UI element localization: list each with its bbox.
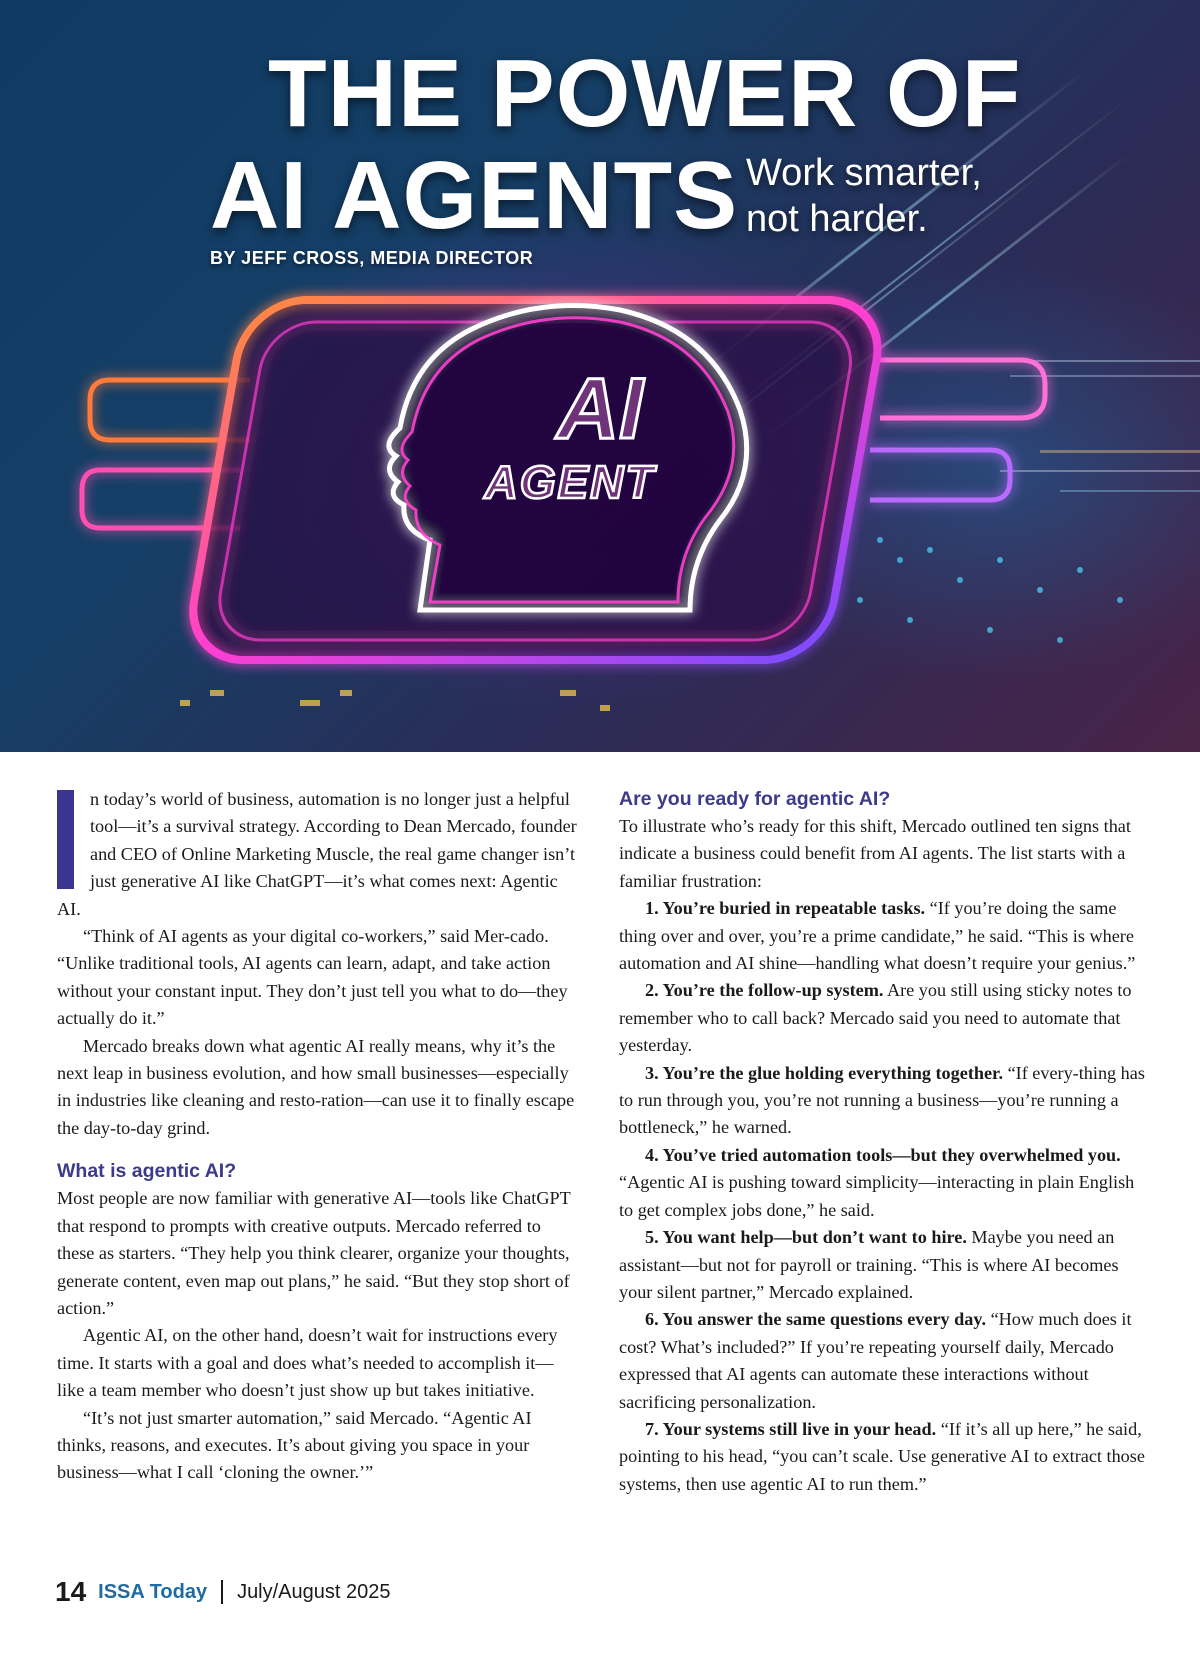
hero-title-line-2: AI AGENTS	[210, 142, 739, 249]
list-item	[619, 1306, 1149, 1416]
list-item-text: “If it’s all up here,” he said, pointing to his head, “you can’t scale. Use generative AI to extract those systems, then use agentic AI to run them.”	[619, 1418, 1145, 1494]
list-item-lead: 4. You’ve tried automation tools—but they overwhelmed you.	[645, 1144, 1121, 1165]
list-item	[619, 1060, 1149, 1142]
list-item-lead: 2. You’re the follow-up system.	[645, 980, 884, 1001]
list-item-text: Are you still using sticky notes to remember who to call back? Mercado said you need to automate that yesterday.	[619, 980, 1132, 1056]
page-footer	[55, 1572, 391, 1612]
list-item	[619, 1224, 1149, 1306]
paragraph: “It’s not just smarter automation,” said Mercado. “Agentic AI thinks, reasons, and executes. It’s about giving you space in your business—what I call ‘cloning the owner.’”	[57, 1407, 532, 1483]
intro-block	[57, 786, 579, 923]
footer-divider	[221, 1580, 223, 1604]
list-item-lead: 3. You’re the glue holding everything together.	[645, 1062, 1004, 1083]
drop-cap-bar	[57, 790, 74, 889]
intro-paragraph: n today’s world of business, automation is no longer just a helpful tool—it’s a survival strategy. According to Dean Mercado, founder and CEO of Online Marketing Muscle, the real game changer isn’t just generative AI like ChatGPT—it’s what comes next: Agentic AI.	[57, 789, 577, 919]
hero-subtitle	[746, 150, 982, 242]
list-item-text: Maybe you need an assistant—but not for payroll or training. “This is where AI becomes your silent partner,” Mercado explained.	[619, 1227, 1119, 1302]
list-item-text: “Agentic AI is pushing toward simplicity—interacting in plain English to get complex jobs done,” he said.	[619, 1172, 1135, 1220]
section-heading-what-is-agentic-ai: What is agentic AI?	[57, 1160, 237, 1183]
list-item-text: “How much does it cost? What’s included?” If you’re repeating yourself daily, Mercado expressed that AI agents can automate these interactions without sacrificing personalization.	[619, 1309, 1132, 1412]
art-text-ai: AI	[557, 361, 643, 457]
section-heading-are-you-ready: Are you ready for agentic AI?	[619, 788, 891, 810]
list-item	[619, 977, 1149, 1059]
list-item-lead: 1. You’re buried in repeatable tasks.	[645, 898, 926, 919]
hero-subtitle-line-1: Work smarter,	[746, 152, 982, 194]
circuit-dots	[857, 537, 1123, 643]
hero-subtitle-line-2: not harder.	[746, 198, 928, 240]
list-item	[619, 1142, 1149, 1224]
right-column	[619, 786, 1149, 1498]
list-item-lead: 6. You answer the same questions every day.	[645, 1309, 987, 1330]
paragraph: “Think of AI agents as your digital co-workers,” said Mer-cado. “Unlike traditional tools, AI agents can learn, adapt, and take action without your constant input. They don’t just tell you what to do—they actually do it.”	[57, 926, 568, 1029]
paragraph: Mercado breaks down what agentic AI really means, why it’s the next leap in business evolution, and how small businesses—especially in industries like cleaning and resto-ration—can use it to finally escape the day-to-day grind.	[57, 1035, 575, 1138]
byline: BY JEFF CROSS, MEDIA DIRECTOR	[210, 248, 534, 268]
hero-banner	[0, 0, 1200, 752]
issue-date: July/August 2025	[237, 1580, 391, 1603]
left-column	[57, 786, 579, 1487]
list-item	[619, 895, 1149, 977]
paragraph: Agentic AI, on the other hand, doesn’t wait for instructions every time. It starts with a goal and does what’s needed to accomplish it—like a team member who doesn’t just show up but takes initiative.	[57, 1325, 558, 1401]
art-text-agent: AGENT	[484, 456, 656, 508]
list-item-text: “If every-thing has to run through you, you’re not running a business—you’re running a bottleneck,” he warned.	[619, 1062, 1145, 1138]
list-item	[619, 1416, 1149, 1498]
hero-title-line-1: THE POWER OF	[268, 40, 1022, 147]
paragraph: To illustrate who’s ready for this shift, Mercado outlined ten signs that indicate a business could benefit from AI agents. The list starts with a familiar frustration:	[619, 816, 1131, 891]
list-item-text: “If you’re doing the same thing over and over, you’re a prime candidate,” he said. “This is where automation and AI shine—handling what doesn’t require your genius.”	[619, 898, 1136, 974]
magazine-name: ISSA Today	[98, 1580, 208, 1603]
list-item-lead: 5. You want help—but don’t want to hire.	[645, 1227, 967, 1248]
paragraph: Most people are now familiar with generative AI—tools like ChatGPT that respond to prompts with creative outputs. Mercado referred to these as starters. “They help you think clearer, organize your thoughts, generate content, even map out plans,” he said. “But they stop short of action.”	[57, 1188, 571, 1318]
page-number: 14	[55, 1576, 87, 1607]
list-item-lead: 7. Your systems still live in your head.	[645, 1418, 937, 1439]
